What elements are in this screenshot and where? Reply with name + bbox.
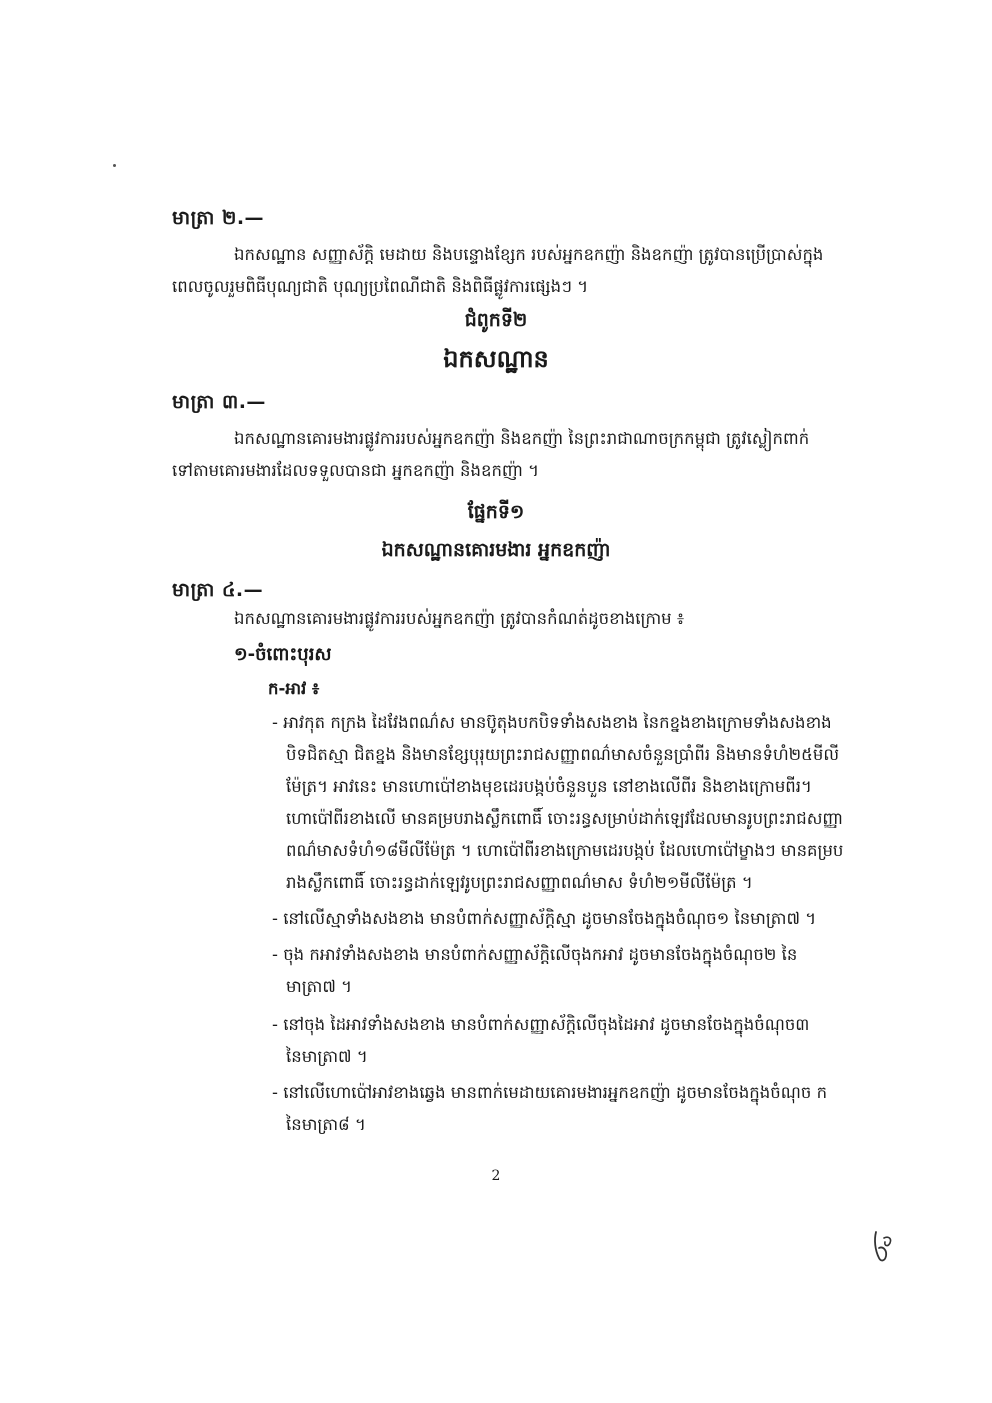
bullet-3-line-2: មាត្រា៧ ។ [286,977,352,996]
chapter-number: ជំពូកទី២ [464,309,528,331]
bullet-1-line-6: រាងស្លឹកពោធិ៍ ចោះរន្ធដាក់ឡេវរូបព្រះរាជសញ្ញាពណ៌មាស ទំហំ២១មីលីម៉ែត្រ ។ [286,873,753,892]
bullet-1-line-2: បិទជិតស្មា ជិតខ្នង និងមានខ្សែបុរុយព្រះរាជសញ្ញាពណ៌មាសចំនួនប្រាំពីរ និងមានទំហំ២៥មីលី [286,745,840,764]
bullet-5-line-2: នៃមាត្រា៨ ។ [286,1115,366,1134]
handwritten-initial-icon [870,1228,896,1264]
article-2-line-2: ពេលចូលរួមពិធីបុណ្យជាតិ បុណ្យប្រពៃណីជាតិ និងពិធីផ្លូវការផ្សេងៗ ។ [172,277,589,296]
bullet-2-line-1: - នៅលើស្មាទាំងសងខាង មានបំពាក់សញ្ញាស័ក្តិស្មា ដូចមានចែងក្នុងចំណុច១ នៃមាត្រា៧ ។ [272,909,817,928]
bullet-3-line-1: - ចុង កអាវទាំងសងខាង មានបំពាក់សញ្ញាស័ក្តិលើចុងកអាវ ដូចមានចែងក្នុងចំណុច២ នៃ [272,945,798,964]
part-number: ផ្នែកទី១ [467,501,525,523]
part-title: ឯកសណ្ឋានគោរមងារ អ្នកឧកញ៉ា [381,539,611,561]
article-2-line-1: ឯកសណ្ឋាន សញ្ញាស័ក្តិ មេដាយ និងបន្ទោងខ្សែក របស់អ្នកឧកញ៉ា និងឧកញ៉ា ត្រូវបានប្រើប្រាស់ក្នុង [234,245,824,264]
bullet-1-line-4: ហោប៉ៅពីរខាងលើ មានគម្របរាងស្លឹកពោធិ៍ ចោះរន្ធសម្រាប់ដាក់ឡេវដែលមានរូបព្រះរាជសញ្ញា [286,809,844,828]
article-4-section: ១-ចំពោះបុរស [234,644,332,665]
article-3-label: មាត្រា ៣.— [172,391,266,413]
article-4-intro: ឯកសណ្ឋានគោរមងារផ្លូវការរបស់អ្នកឧកញ៉ា ត្រូវបានកំណត់ដូចខាងក្រោម ៖ [234,609,685,628]
article-2-label: មាត្រា ២.— [172,207,265,229]
article-3-line-2: ទៅតាមគោរមងារដែលទទួលបានជា អ្នកឧកញ៉ា និងឧកញ៉ា ។ [172,461,540,480]
article-3-line-1: ឯកសណ្ឋានគោរមងារផ្លូវការរបស់អ្នកឧកញ៉ា និងឧកញ៉ា នៃព្រះរាជាណាចក្រកម្ពុជា ត្រូវស្លៀកពាក់ [234,429,810,448]
scan-speck [113,164,116,167]
bullet-5-line-1: - នៅលើហោប៉ៅអាវខាងឆ្វេង មានពាក់មេដាយគោរមងារអ្នកឧកញ៉ា ដូចមានចែងក្នុងចំណុច ក [272,1083,828,1102]
bullet-1-line-3: ម៉ែត្រ។ អាវនេះ មានហោប៉ៅខាងមុខដេរបង្កប់ចំនួនបួន នៅខាងលើពីរ និងខាងក្រោមពីរ។ [286,777,812,796]
bullet-4-line-1: - នៅចុង ដៃអាវទាំងសងខាង មានបំពាក់សញ្ញាស័ក្តិលើចុងដៃអាវ ដូចមានចែងក្នុងចំណុច៣ [272,1015,810,1034]
chapter-title: ឯកសណ្ឋាន [443,345,549,373]
article-4-subsection: ក-អាវ ៖ [268,679,320,698]
bullet-1-line-1: - អាវកុត កក្រង ដៃវែងពណ៌ស មានប៊ូតុងបកបិទទាំងសងខាង នៃកខ្នងខាងក្រោមទាំងសងខាង [272,713,832,732]
article-4-label: មាត្រា ៤.— [172,579,264,601]
page-number: 2 [491,1168,501,1184]
bullet-1-line-5: ពណ៌មាសទំហំ១៨មីលីម៉ែត្រ ។ ហោប៉ៅពីរខាងក្រោមដេរបង្កប់ ដែលហោប៉ៅម្ខាងៗ មានគម្រប [286,841,844,860]
bullet-4-line-2: នៃមាត្រា៧ ។ [286,1047,368,1066]
